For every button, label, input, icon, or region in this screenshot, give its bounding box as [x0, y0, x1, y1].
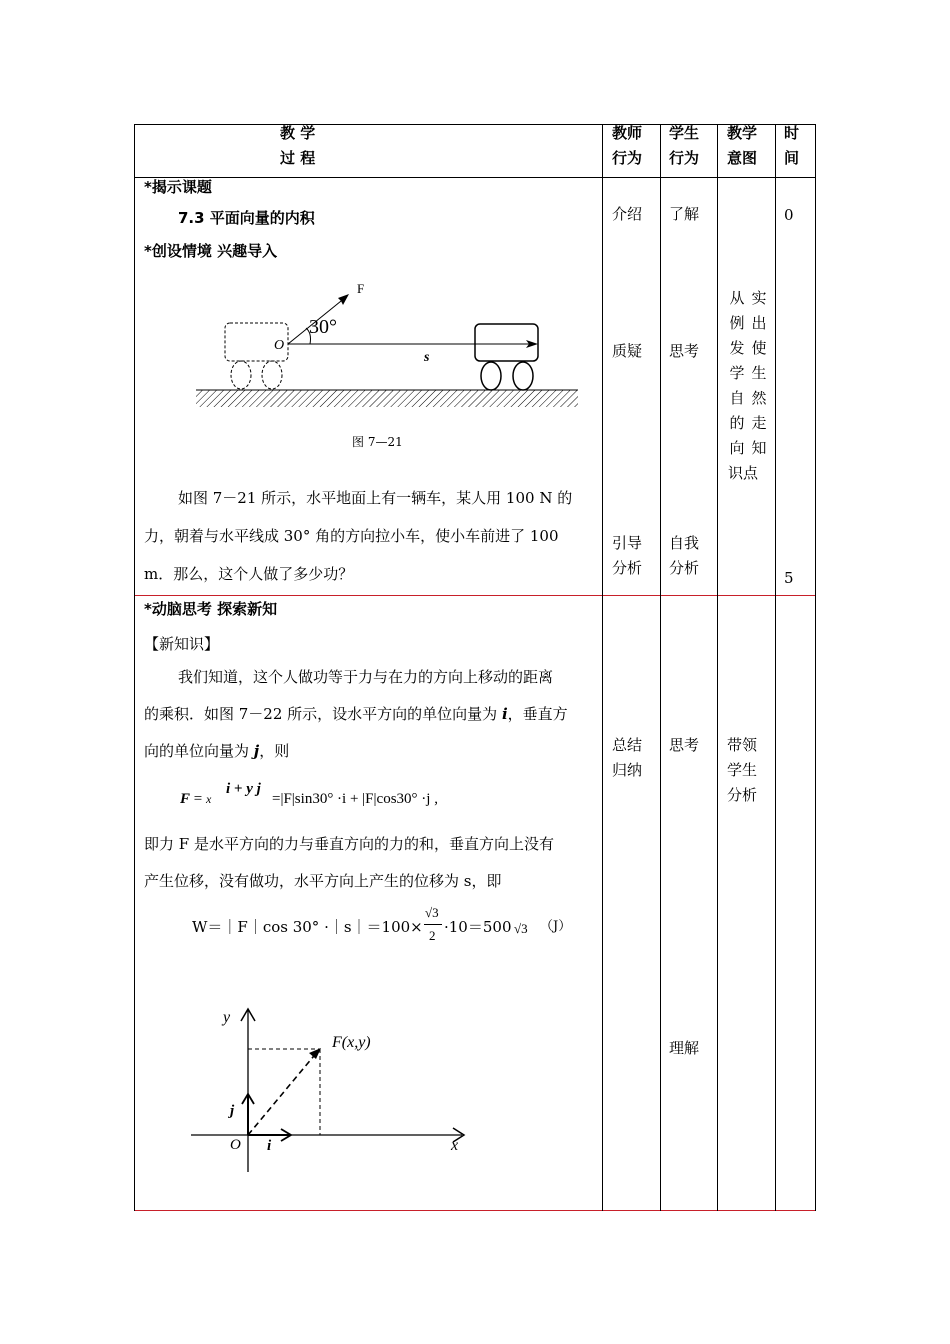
teacher-guide: 引导 [612, 534, 643, 552]
header-teacher-2: 行为 [612, 149, 643, 167]
unit-j-label: j [230, 1103, 235, 1119]
work-formula-mid: ·10＝500 [444, 918, 512, 936]
header-student-2: 行为 [669, 149, 700, 167]
header-process-1: 教 学 [280, 124, 316, 142]
teacher-analyze: 分析 [612, 559, 643, 577]
table-top-border [134, 124, 816, 125]
cart-end-wheel-left [481, 362, 501, 390]
formula-F [180, 787, 211, 811]
figure-caption: 图 7—21 [352, 435, 403, 449]
ground-hatch [196, 390, 578, 407]
explain-line-1: 即力 F 是水平方向的力与垂直方向的力的和，垂直方向上没有 [144, 835, 554, 853]
intent-char: 生 [751, 364, 767, 382]
problem-line-3: m．那么，这个人做了多少功？ [144, 565, 354, 583]
col-divider-3 [717, 124, 718, 1211]
origin-label: O [230, 1137, 241, 1153]
intent-char: 走 [751, 414, 767, 432]
intent-char: 学 [729, 364, 745, 382]
vector-F-arrowhead [309, 1048, 321, 1059]
header-teacher-1: 教师 [612, 124, 643, 142]
col-divider-1 [602, 124, 603, 1211]
unit-vector-i: i [501, 705, 508, 723]
vector-F-dashed [248, 1051, 318, 1135]
formula-F-symbol: F [180, 791, 191, 807]
lesson-title: 7.3 平面向量的内积 [178, 209, 315, 227]
intent-char: 例 [729, 314, 745, 332]
cart-start-wheel-right [262, 361, 282, 389]
student-comprehend: 理解 [669, 1039, 700, 1057]
knowledge-line-1: 我们知道，这个人做功等于力与在力的方向上移动的距离 [178, 668, 554, 686]
explain-line-2: 产生位移，没有做功，水平方向上产生的位移为 s，即 [144, 872, 502, 890]
x-axis-label: x [451, 1137, 459, 1154]
intent-analyze: 分析 [727, 786, 758, 804]
work-frac-bar [424, 924, 442, 925]
table-right-border [815, 124, 816, 1211]
intent-char-last: 识点 [728, 464, 759, 482]
col-divider-4 [775, 124, 776, 1211]
work-unit: （J） [540, 919, 572, 934]
intent-char: 向 [729, 439, 745, 457]
student-analyze: 分析 [669, 559, 700, 577]
section-divider [134, 595, 816, 596]
time-start: 0 [784, 206, 794, 224]
teacher-summarize: 总结 [612, 736, 643, 754]
table-left-border [134, 124, 135, 1211]
cart-start-wheel-left [231, 361, 251, 389]
teacher-induce: 归纳 [612, 761, 643, 779]
header-divider [134, 177, 816, 178]
problem-line-2: 力，朝着与水平线成 30° 角的方向拉小车，使小车前进了 100 [144, 527, 559, 545]
knowledge-line-3-tail: ，则 [259, 742, 290, 760]
formula-iyj: i + y j [226, 781, 261, 797]
header-intent-1: 教学 [727, 124, 758, 142]
cart-end-wheel-right [513, 362, 533, 390]
teacher-question: 质疑 [612, 342, 643, 360]
heading-reveal-topic: *揭示课题 [144, 178, 212, 196]
time-end: 5 [784, 569, 794, 587]
work-frac-den: 2 [429, 928, 436, 943]
knowledge-line-2 [144, 696, 568, 732]
work-sqrt: √3 [514, 921, 528, 936]
displacement-label: s [424, 350, 430, 365]
problem-line-1: 如图 7－21 所示，水平地面上有一辆车，某人用 100 N 的 [178, 489, 573, 507]
intent-char: 然 [751, 389, 767, 407]
student-self: 自我 [669, 534, 700, 552]
force-arrowhead [338, 294, 349, 305]
unit-i-label: i [267, 1138, 272, 1154]
intent-char: 自 [729, 389, 745, 407]
heading-create-scenario: *创设情境 兴趣导入 [144, 242, 278, 260]
intent-lead: 带领 [727, 736, 758, 754]
header-student-1: 学生 [669, 124, 700, 142]
formula-equals: = [193, 791, 203, 807]
intent-students: 学生 [727, 761, 758, 779]
origin-label: O [274, 338, 285, 353]
header-intent-2: 意图 [727, 149, 758, 167]
intent-char: 发 [729, 339, 745, 357]
force-label: F [357, 281, 365, 296]
intent-char: 从 [729, 289, 745, 307]
student-understand: 了解 [669, 205, 700, 223]
intent-char: 实 [751, 289, 767, 307]
header-process-2: 过 程 [280, 149, 316, 167]
intent-char: 知 [751, 439, 767, 457]
intent-char: 出 [751, 314, 767, 332]
y-axis-label: y [223, 1009, 231, 1026]
knowledge-line-3 [144, 733, 289, 769]
header-time-2: 间 [784, 149, 800, 167]
vector-graph [185, 1000, 475, 1180]
knowledge-line-2-text: 的乘积．如图 7－22 所示，设水平方向的单位向量为 [144, 705, 502, 723]
point-label: F(x,y) [332, 1034, 371, 1051]
work-frac-num: √3 [425, 905, 439, 920]
unit-vector-j: j [253, 742, 260, 760]
heading-explore: *动脑思考 探索新知 [144, 600, 278, 618]
formula-rhs: =|F|sin30° ·i + |F|cos30° ·j , [272, 791, 438, 807]
intent-char: 使 [751, 339, 767, 357]
student-think-2: 思考 [669, 736, 700, 754]
formula-x: x [205, 792, 212, 806]
header-time-1: 时 [784, 124, 800, 142]
col-divider-2 [660, 124, 661, 1211]
intent-char: 的 [729, 414, 745, 432]
teacher-introduce: 介绍 [612, 205, 643, 223]
knowledge-line-2-tail: ，垂直方 [507, 705, 568, 723]
work-formula-left: W＝｜F｜cos 30° ·｜s｜＝100× [192, 918, 423, 936]
subheading-new-knowledge: 【新知识】 [144, 635, 220, 653]
student-think: 思考 [669, 342, 700, 360]
knowledge-line-3-text: 向的单位向量为 [144, 742, 254, 760]
table-bottom-border [134, 1210, 816, 1211]
angle-label: 30° [309, 316, 337, 338]
cart-figure [190, 275, 590, 415]
